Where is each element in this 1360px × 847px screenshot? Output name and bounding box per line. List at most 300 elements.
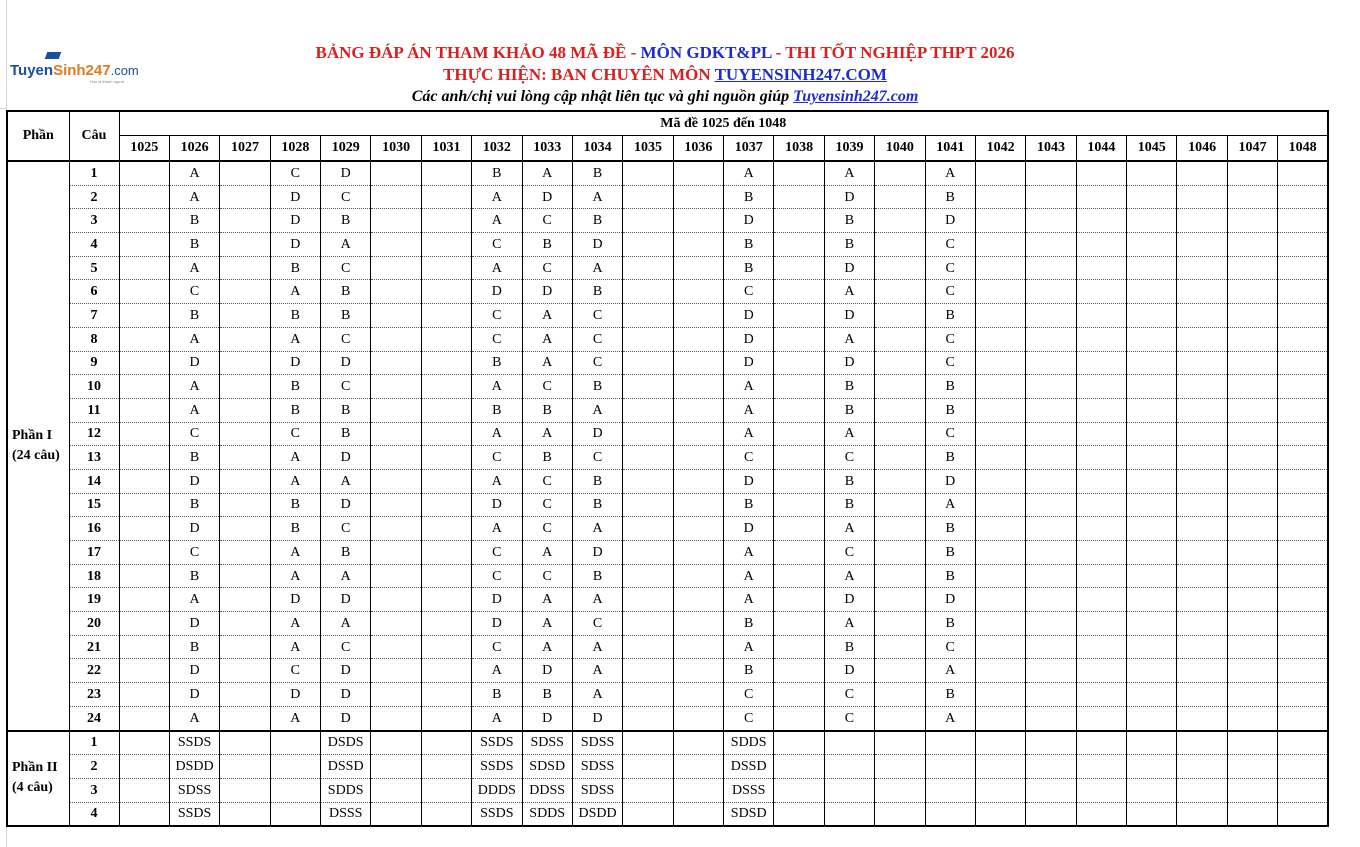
answer-cell bbox=[1076, 493, 1126, 517]
answer-row bbox=[7, 446, 1328, 470]
answer-cell bbox=[623, 541, 673, 565]
answer-row bbox=[7, 493, 1328, 517]
answer-cell bbox=[371, 161, 421, 185]
answer-cell bbox=[1026, 327, 1076, 351]
answer-cell bbox=[1076, 778, 1126, 802]
answer-cell: B bbox=[724, 256, 774, 280]
answer-cell bbox=[975, 517, 1025, 541]
question-number: 9 bbox=[69, 351, 119, 375]
answer-cell bbox=[673, 731, 723, 755]
answer-cell bbox=[774, 778, 824, 802]
answer-cell bbox=[774, 398, 824, 422]
answer-cell: D bbox=[925, 588, 975, 612]
answer-cell: B bbox=[925, 517, 975, 541]
answer-cell bbox=[1177, 541, 1227, 565]
answer-cell bbox=[1026, 635, 1076, 659]
answer-cell bbox=[975, 209, 1025, 233]
answer-row bbox=[7, 351, 1328, 375]
answer-cell: B bbox=[824, 493, 874, 517]
answer-cell bbox=[1026, 351, 1076, 375]
answer-cell bbox=[975, 588, 1025, 612]
answer-cell bbox=[220, 375, 270, 399]
answer-cell: A bbox=[522, 422, 572, 446]
answer-cell bbox=[421, 493, 471, 517]
answer-cell: D bbox=[321, 588, 371, 612]
answer-cell bbox=[673, 256, 723, 280]
answer-cell bbox=[623, 469, 673, 493]
answer-cell bbox=[1278, 256, 1328, 280]
answer-cell bbox=[875, 327, 925, 351]
answer-cell: B bbox=[522, 683, 572, 707]
answer-cell bbox=[875, 635, 925, 659]
answer-cell bbox=[975, 706, 1025, 730]
answer-cell bbox=[119, 469, 169, 493]
question-number: 11 bbox=[69, 398, 119, 422]
answer-cell bbox=[1026, 541, 1076, 565]
answer-cell bbox=[673, 233, 723, 257]
answer-cell bbox=[975, 280, 1025, 304]
answer-row bbox=[7, 588, 1328, 612]
answer-cell: D bbox=[472, 280, 522, 304]
answer-cell bbox=[673, 209, 723, 233]
answer-cell bbox=[421, 588, 471, 612]
answer-cell bbox=[623, 659, 673, 683]
answer-cell bbox=[220, 351, 270, 375]
answer-cell: A bbox=[724, 375, 774, 399]
answer-cell: B bbox=[572, 469, 622, 493]
answer-cell bbox=[270, 731, 320, 755]
answer-cell bbox=[371, 256, 421, 280]
answer-cell: SDDS bbox=[522, 802, 572, 826]
answer-cell bbox=[623, 635, 673, 659]
answer-cell bbox=[824, 731, 874, 755]
answer-cell bbox=[673, 422, 723, 446]
answer-cell bbox=[1227, 304, 1277, 328]
answer-cell: B bbox=[321, 541, 371, 565]
answer-cell bbox=[975, 778, 1025, 802]
answer-cell bbox=[119, 256, 169, 280]
answer-cell bbox=[1227, 209, 1277, 233]
answer-cell bbox=[1227, 422, 1277, 446]
question-number: 17 bbox=[69, 541, 119, 565]
answer-cell: B bbox=[572, 280, 622, 304]
answer-cell bbox=[421, 755, 471, 779]
answer-cell: C bbox=[925, 327, 975, 351]
answer-cell bbox=[975, 185, 1025, 209]
answer-cell bbox=[1026, 731, 1076, 755]
answer-cell bbox=[220, 541, 270, 565]
code-header: 1039 bbox=[824, 135, 874, 161]
answer-cell: D bbox=[270, 209, 320, 233]
answer-cell: C bbox=[270, 659, 320, 683]
answer-cell bbox=[975, 375, 1025, 399]
answer-cell: D bbox=[824, 588, 874, 612]
answer-cell bbox=[371, 280, 421, 304]
answer-cell: C bbox=[472, 327, 522, 351]
answer-cell bbox=[1127, 706, 1177, 730]
code-header: 1042 bbox=[975, 135, 1025, 161]
answer-cell bbox=[673, 755, 723, 779]
question-number: 3 bbox=[69, 209, 119, 233]
answer-cell bbox=[1127, 659, 1177, 683]
answer-cell bbox=[875, 256, 925, 280]
answer-cell: A bbox=[572, 185, 622, 209]
part-label: Phần II (4 câu) bbox=[7, 731, 69, 827]
answer-cell bbox=[875, 755, 925, 779]
code-header: 1028 bbox=[270, 135, 320, 161]
code-header: 1032 bbox=[472, 135, 522, 161]
answer-cell: C bbox=[724, 683, 774, 707]
answer-cell bbox=[1227, 706, 1277, 730]
answer-cell bbox=[220, 731, 270, 755]
answer-cell: SDSS bbox=[169, 778, 219, 802]
answer-cell bbox=[1177, 564, 1227, 588]
answer-cell bbox=[975, 612, 1025, 636]
answer-cell: D bbox=[270, 233, 320, 257]
answer-cell: B bbox=[572, 209, 622, 233]
answer-cell bbox=[975, 659, 1025, 683]
source-note: Các anh/chị vui lòng cập nhật liên tục và ghi nguồn giúp bbox=[411, 88, 794, 105]
answer-cell bbox=[421, 635, 471, 659]
answer-cell bbox=[975, 493, 1025, 517]
answer-cell bbox=[421, 802, 471, 826]
answer-row bbox=[7, 706, 1328, 730]
answer-cell bbox=[1127, 612, 1177, 636]
answer-cell: A bbox=[522, 635, 572, 659]
subject-name: MÔN GDKT&PL bbox=[640, 43, 772, 62]
question-number: 1 bbox=[69, 161, 119, 185]
answer-cell: B bbox=[321, 304, 371, 328]
answer-cell: D bbox=[925, 209, 975, 233]
question-number: 18 bbox=[69, 564, 119, 588]
answer-cell bbox=[1278, 659, 1328, 683]
answer-cell: A bbox=[270, 280, 320, 304]
answer-cell: B bbox=[522, 398, 572, 422]
answer-cell bbox=[421, 778, 471, 802]
answer-cell bbox=[220, 659, 270, 683]
answer-cell bbox=[875, 280, 925, 304]
logo-text-part1: Tuyen bbox=[10, 62, 54, 79]
answer-cell bbox=[1177, 802, 1227, 826]
answer-cell: A bbox=[169, 375, 219, 399]
answer-cell bbox=[623, 683, 673, 707]
answer-cell bbox=[220, 446, 270, 470]
answer-cell bbox=[1127, 683, 1177, 707]
answer-cell: A bbox=[724, 564, 774, 588]
answer-cell bbox=[421, 706, 471, 730]
answer-cell bbox=[774, 446, 824, 470]
answer-cell bbox=[1026, 209, 1076, 233]
answer-cell: D bbox=[572, 233, 622, 257]
code-header: 1043 bbox=[1026, 135, 1076, 161]
answer-cell bbox=[1127, 351, 1177, 375]
header-ma-de-group: Mã đề 1025 đến 1048 bbox=[119, 111, 1328, 135]
answer-cell: A bbox=[472, 469, 522, 493]
answer-cell bbox=[1127, 161, 1177, 185]
answer-cell: D bbox=[572, 706, 622, 730]
answer-cell bbox=[1177, 635, 1227, 659]
answer-cell bbox=[1227, 612, 1277, 636]
answer-cell bbox=[875, 351, 925, 375]
answer-cell bbox=[925, 802, 975, 826]
answer-cell bbox=[220, 209, 270, 233]
answer-cell bbox=[673, 446, 723, 470]
logo-tagline: Học là thành người bbox=[90, 79, 125, 84]
answer-cell bbox=[673, 635, 723, 659]
answer-cell bbox=[1177, 755, 1227, 779]
question-number: 23 bbox=[69, 683, 119, 707]
answer-cell: D bbox=[472, 493, 522, 517]
answer-row bbox=[7, 683, 1328, 707]
question-number: 2 bbox=[69, 185, 119, 209]
answer-row bbox=[7, 233, 1328, 257]
answer-cell: B bbox=[321, 209, 371, 233]
answer-cell: SDSS bbox=[572, 731, 622, 755]
answer-cell bbox=[875, 375, 925, 399]
answer-cell bbox=[975, 469, 1025, 493]
answer-cell bbox=[673, 588, 723, 612]
answer-cell bbox=[774, 802, 824, 826]
answer-cell bbox=[1227, 755, 1277, 779]
answer-cell bbox=[119, 280, 169, 304]
answer-cell bbox=[1177, 588, 1227, 612]
answer-cell: DDSS bbox=[522, 778, 572, 802]
answer-cell bbox=[1177, 280, 1227, 304]
answer-cell bbox=[1227, 469, 1277, 493]
answer-cell bbox=[1278, 375, 1328, 399]
answer-cell: SDDS bbox=[724, 731, 774, 755]
answer-cell: A bbox=[472, 706, 522, 730]
credit-text: THỰC HIỆN: BAN CHUYÊN MÔN bbox=[443, 65, 715, 84]
question-number: 16 bbox=[69, 517, 119, 541]
answer-cell: B bbox=[724, 612, 774, 636]
code-header: 1044 bbox=[1076, 135, 1126, 161]
answer-cell bbox=[119, 422, 169, 446]
answer-cell: SSDS bbox=[169, 731, 219, 755]
answer-cell bbox=[875, 209, 925, 233]
answer-cell bbox=[119, 185, 169, 209]
answer-cell bbox=[774, 469, 824, 493]
answer-cell bbox=[875, 541, 925, 565]
answer-cell bbox=[975, 256, 1025, 280]
answer-cell bbox=[1177, 351, 1227, 375]
answer-cell bbox=[774, 706, 824, 730]
answer-cell bbox=[421, 683, 471, 707]
answer-cell bbox=[774, 256, 824, 280]
answer-cell bbox=[421, 256, 471, 280]
answer-cell bbox=[1227, 233, 1277, 257]
answer-cell bbox=[623, 280, 673, 304]
source-link[interactable]: Tuyensinh247.com bbox=[793, 88, 919, 105]
answer-cell: D bbox=[270, 588, 320, 612]
answer-cell bbox=[119, 233, 169, 257]
answer-row bbox=[7, 422, 1328, 446]
answer-cell bbox=[774, 517, 824, 541]
answer-cell: B bbox=[270, 375, 320, 399]
code-header: 1036 bbox=[673, 135, 723, 161]
answer-cell: C bbox=[472, 635, 522, 659]
answer-cell bbox=[270, 802, 320, 826]
header-cau: Câu bbox=[69, 111, 119, 161]
code-header: 1029 bbox=[321, 135, 371, 161]
answer-cell bbox=[421, 731, 471, 755]
answer-cell: C bbox=[522, 256, 572, 280]
answer-cell: D bbox=[724, 209, 774, 233]
answer-cell bbox=[673, 398, 723, 422]
answer-cell bbox=[673, 304, 723, 328]
answer-cell: B bbox=[724, 185, 774, 209]
answer-cell bbox=[774, 683, 824, 707]
answer-cell: B bbox=[824, 398, 874, 422]
answer-cell: C bbox=[925, 351, 975, 375]
answer-cell bbox=[975, 755, 1025, 779]
answer-cell bbox=[421, 541, 471, 565]
answer-cell: C bbox=[169, 541, 219, 565]
answer-cell bbox=[673, 802, 723, 826]
answer-cell: A bbox=[925, 161, 975, 185]
answer-cell: B bbox=[321, 280, 371, 304]
answer-cell: DSSS bbox=[321, 802, 371, 826]
answer-cell bbox=[1278, 731, 1328, 755]
answer-cell: B bbox=[169, 635, 219, 659]
question-number: 3 bbox=[69, 778, 119, 802]
answer-cell bbox=[774, 731, 824, 755]
answer-cell bbox=[774, 304, 824, 328]
answer-cell: A bbox=[472, 185, 522, 209]
answer-cell bbox=[1076, 327, 1126, 351]
answer-cell bbox=[975, 731, 1025, 755]
answer-cell: A bbox=[270, 564, 320, 588]
answer-cell bbox=[1177, 304, 1227, 328]
answer-cell: D bbox=[724, 517, 774, 541]
answer-cell: SDSS bbox=[572, 755, 622, 779]
answer-cell bbox=[975, 802, 1025, 826]
answer-cell: C bbox=[472, 446, 522, 470]
answer-cell bbox=[371, 469, 421, 493]
answer-cell bbox=[925, 731, 975, 755]
question-number: 4 bbox=[69, 233, 119, 257]
answer-cell: B bbox=[169, 304, 219, 328]
answer-cell: B bbox=[321, 398, 371, 422]
answer-cell bbox=[1076, 256, 1126, 280]
answer-cell bbox=[119, 209, 169, 233]
code-header: 1037 bbox=[724, 135, 774, 161]
answer-cell: D bbox=[321, 683, 371, 707]
answer-cell bbox=[1127, 256, 1177, 280]
answer-cell: C bbox=[925, 280, 975, 304]
answer-cell bbox=[371, 493, 421, 517]
answer-cell: A bbox=[724, 161, 774, 185]
answer-cell: A bbox=[472, 375, 522, 399]
answer-table bbox=[6, 110, 1329, 827]
answer-cell bbox=[1076, 612, 1126, 636]
code-header: 1030 bbox=[371, 135, 421, 161]
answer-cell: D bbox=[169, 351, 219, 375]
answer-cell: B bbox=[169, 446, 219, 470]
answer-cell: B bbox=[270, 256, 320, 280]
answer-cell: D bbox=[321, 493, 371, 517]
answer-cell: B bbox=[169, 233, 219, 257]
answer-cell bbox=[975, 446, 1025, 470]
answer-cell bbox=[1127, 398, 1177, 422]
answer-row bbox=[7, 659, 1328, 683]
answer-cell bbox=[1177, 659, 1227, 683]
site-link[interactable]: TUYENSINH247.COM bbox=[714, 65, 887, 84]
answer-cell: D bbox=[824, 351, 874, 375]
answer-cell bbox=[875, 517, 925, 541]
answer-cell: A bbox=[925, 493, 975, 517]
answer-cell bbox=[371, 185, 421, 209]
answer-cell bbox=[875, 564, 925, 588]
answer-cell: D bbox=[925, 469, 975, 493]
answer-cell bbox=[1227, 802, 1277, 826]
answer-cell bbox=[623, 185, 673, 209]
answer-cell: A bbox=[270, 327, 320, 351]
answer-cell bbox=[623, 588, 673, 612]
answer-cell bbox=[371, 398, 421, 422]
answer-cell bbox=[875, 659, 925, 683]
answer-cell bbox=[270, 778, 320, 802]
answer-cell: C bbox=[724, 706, 774, 730]
code-header: 1025 bbox=[119, 135, 169, 161]
answer-cell bbox=[371, 446, 421, 470]
answer-cell bbox=[220, 185, 270, 209]
title-line-2 bbox=[0, 65, 1330, 85]
answer-cell bbox=[1026, 185, 1076, 209]
answer-cell bbox=[774, 659, 824, 683]
answer-cell bbox=[371, 778, 421, 802]
answer-cell bbox=[1076, 398, 1126, 422]
answer-cell: A bbox=[572, 635, 622, 659]
answer-cell: B bbox=[925, 564, 975, 588]
answer-cell bbox=[1026, 564, 1076, 588]
answer-cell bbox=[875, 161, 925, 185]
answer-cell bbox=[371, 706, 421, 730]
answer-cell bbox=[975, 327, 1025, 351]
answer-cell: B bbox=[522, 233, 572, 257]
answer-cell bbox=[623, 327, 673, 351]
answer-cell bbox=[875, 588, 925, 612]
answer-cell bbox=[975, 233, 1025, 257]
answer-cell: B bbox=[724, 233, 774, 257]
answer-cell bbox=[421, 564, 471, 588]
answer-cell: A bbox=[522, 588, 572, 612]
answer-cell: DSSD bbox=[724, 755, 774, 779]
answer-cell: B bbox=[925, 541, 975, 565]
answer-cell bbox=[774, 755, 824, 779]
answer-cell: B bbox=[472, 161, 522, 185]
answer-cell: SSDS bbox=[472, 731, 522, 755]
answer-cell: B bbox=[724, 659, 774, 683]
answer-cell bbox=[421, 659, 471, 683]
code-header: 1048 bbox=[1278, 135, 1328, 161]
answer-cell bbox=[1127, 517, 1177, 541]
answer-cell bbox=[371, 564, 421, 588]
answer-cell bbox=[623, 304, 673, 328]
answer-cell bbox=[119, 731, 169, 755]
answer-cell bbox=[220, 683, 270, 707]
answer-cell bbox=[1177, 209, 1227, 233]
answer-cell bbox=[774, 564, 824, 588]
answer-cell bbox=[673, 517, 723, 541]
answer-cell: B bbox=[572, 161, 622, 185]
answer-cell: C bbox=[824, 541, 874, 565]
answer-cell: D bbox=[824, 185, 874, 209]
answer-cell bbox=[119, 541, 169, 565]
answer-cell bbox=[1177, 375, 1227, 399]
answer-cell bbox=[1026, 493, 1076, 517]
answer-cell: DSDD bbox=[169, 755, 219, 779]
